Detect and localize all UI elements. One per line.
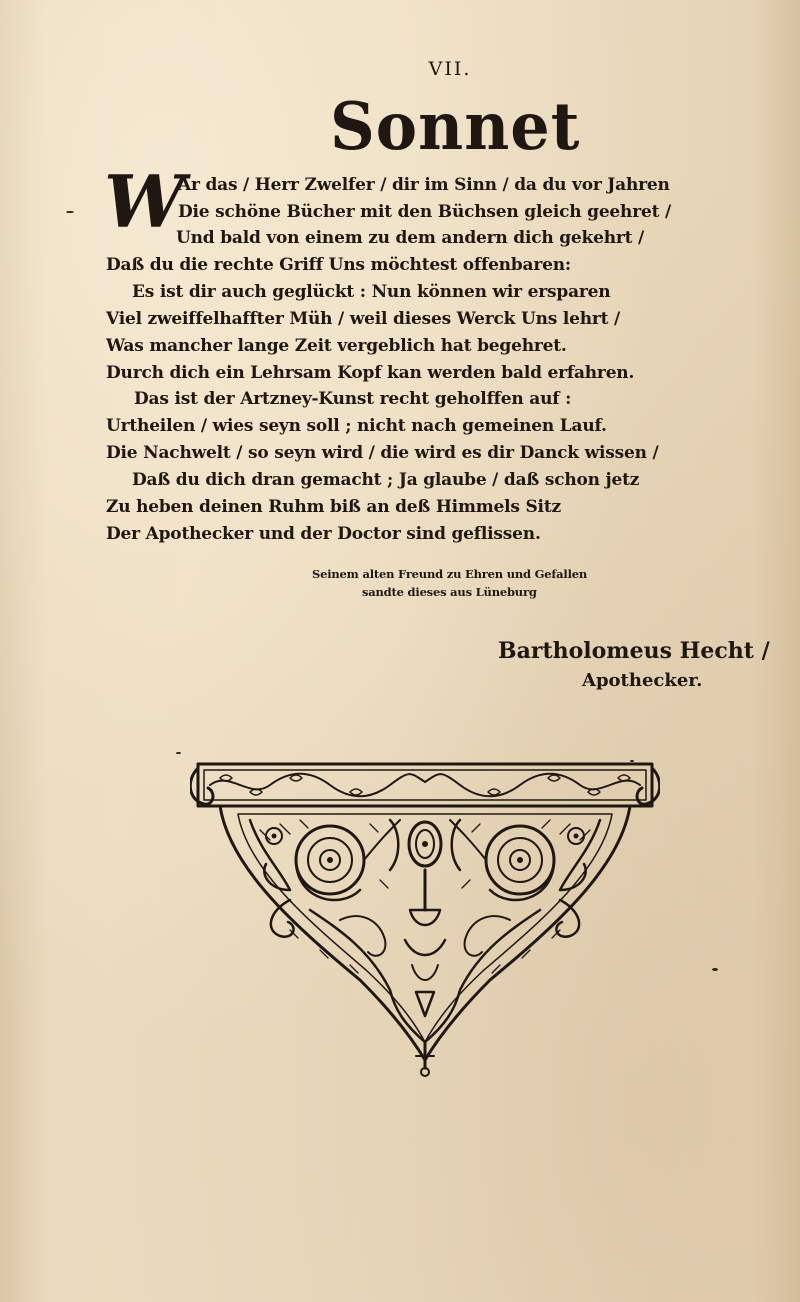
sonnet-title: Sonnet (330, 88, 581, 165)
poem-line: Daß du die rechte Griff Uns möchtest offenbaren: (106, 255, 571, 275)
ink-speck (630, 760, 634, 762)
poem-line: Das ist der Artzney-Kunst recht geholffen auf : (134, 389, 572, 409)
drop-cap-initial: W (104, 159, 185, 244)
poem-line: Urtheilen / wies seyn soll ; nicht nach gemeinen Lauf. (106, 416, 607, 436)
poem-line: Es ist dir auch geglückt : Nun können wir ersparen (132, 282, 611, 302)
tailpiece-ornament-icon (190, 760, 660, 1080)
poem-line: Die schöne Bücher mit den Büchsen gleich geehret / (178, 202, 671, 222)
poem-line: Und bald von einem zu dem andern dich gekehrt / (176, 228, 645, 248)
poem-line: Viel zweiffelhaffter Müh / weil dieses Werck Uns lehrt / (106, 309, 621, 329)
poem-line: Der Apothecker und der Doctor sind geflissen. (106, 524, 541, 544)
poem-line: Daß du dich dran gemacht ; Ja glaube / daß schon jetz (132, 470, 640, 490)
poem-line: Zu heben deinen Ruhm biß an deß Himmels Sitz (106, 497, 561, 517)
poem-line: Die Nachwelt / so seyn wird / die wird es dir Danck wissen / (106, 443, 659, 463)
ink-speck (66, 211, 74, 213)
author-signature: Bartholomeus Hecht / (498, 638, 770, 664)
page-number: VII. (428, 58, 472, 80)
dedication-line: Seinem alten Freund zu Ehren und Gefallen (312, 567, 588, 581)
poem-line: Ar das / Herr Zwelfer / dir im Sinn / da du vor Jahren (178, 175, 670, 195)
author-occupation: Apothecker. (582, 670, 703, 691)
ink-speck (176, 752, 181, 754)
dedication-line: sandte dieses aus Lüneburg (362, 585, 537, 599)
poem-line: Was mancher lange Zeit vergeblich hat begehret. (106, 336, 567, 356)
poem-line: Durch dich ein Lehrsam Kopf kan werden bald erfahren. (106, 363, 635, 383)
ink-speck (712, 968, 718, 971)
